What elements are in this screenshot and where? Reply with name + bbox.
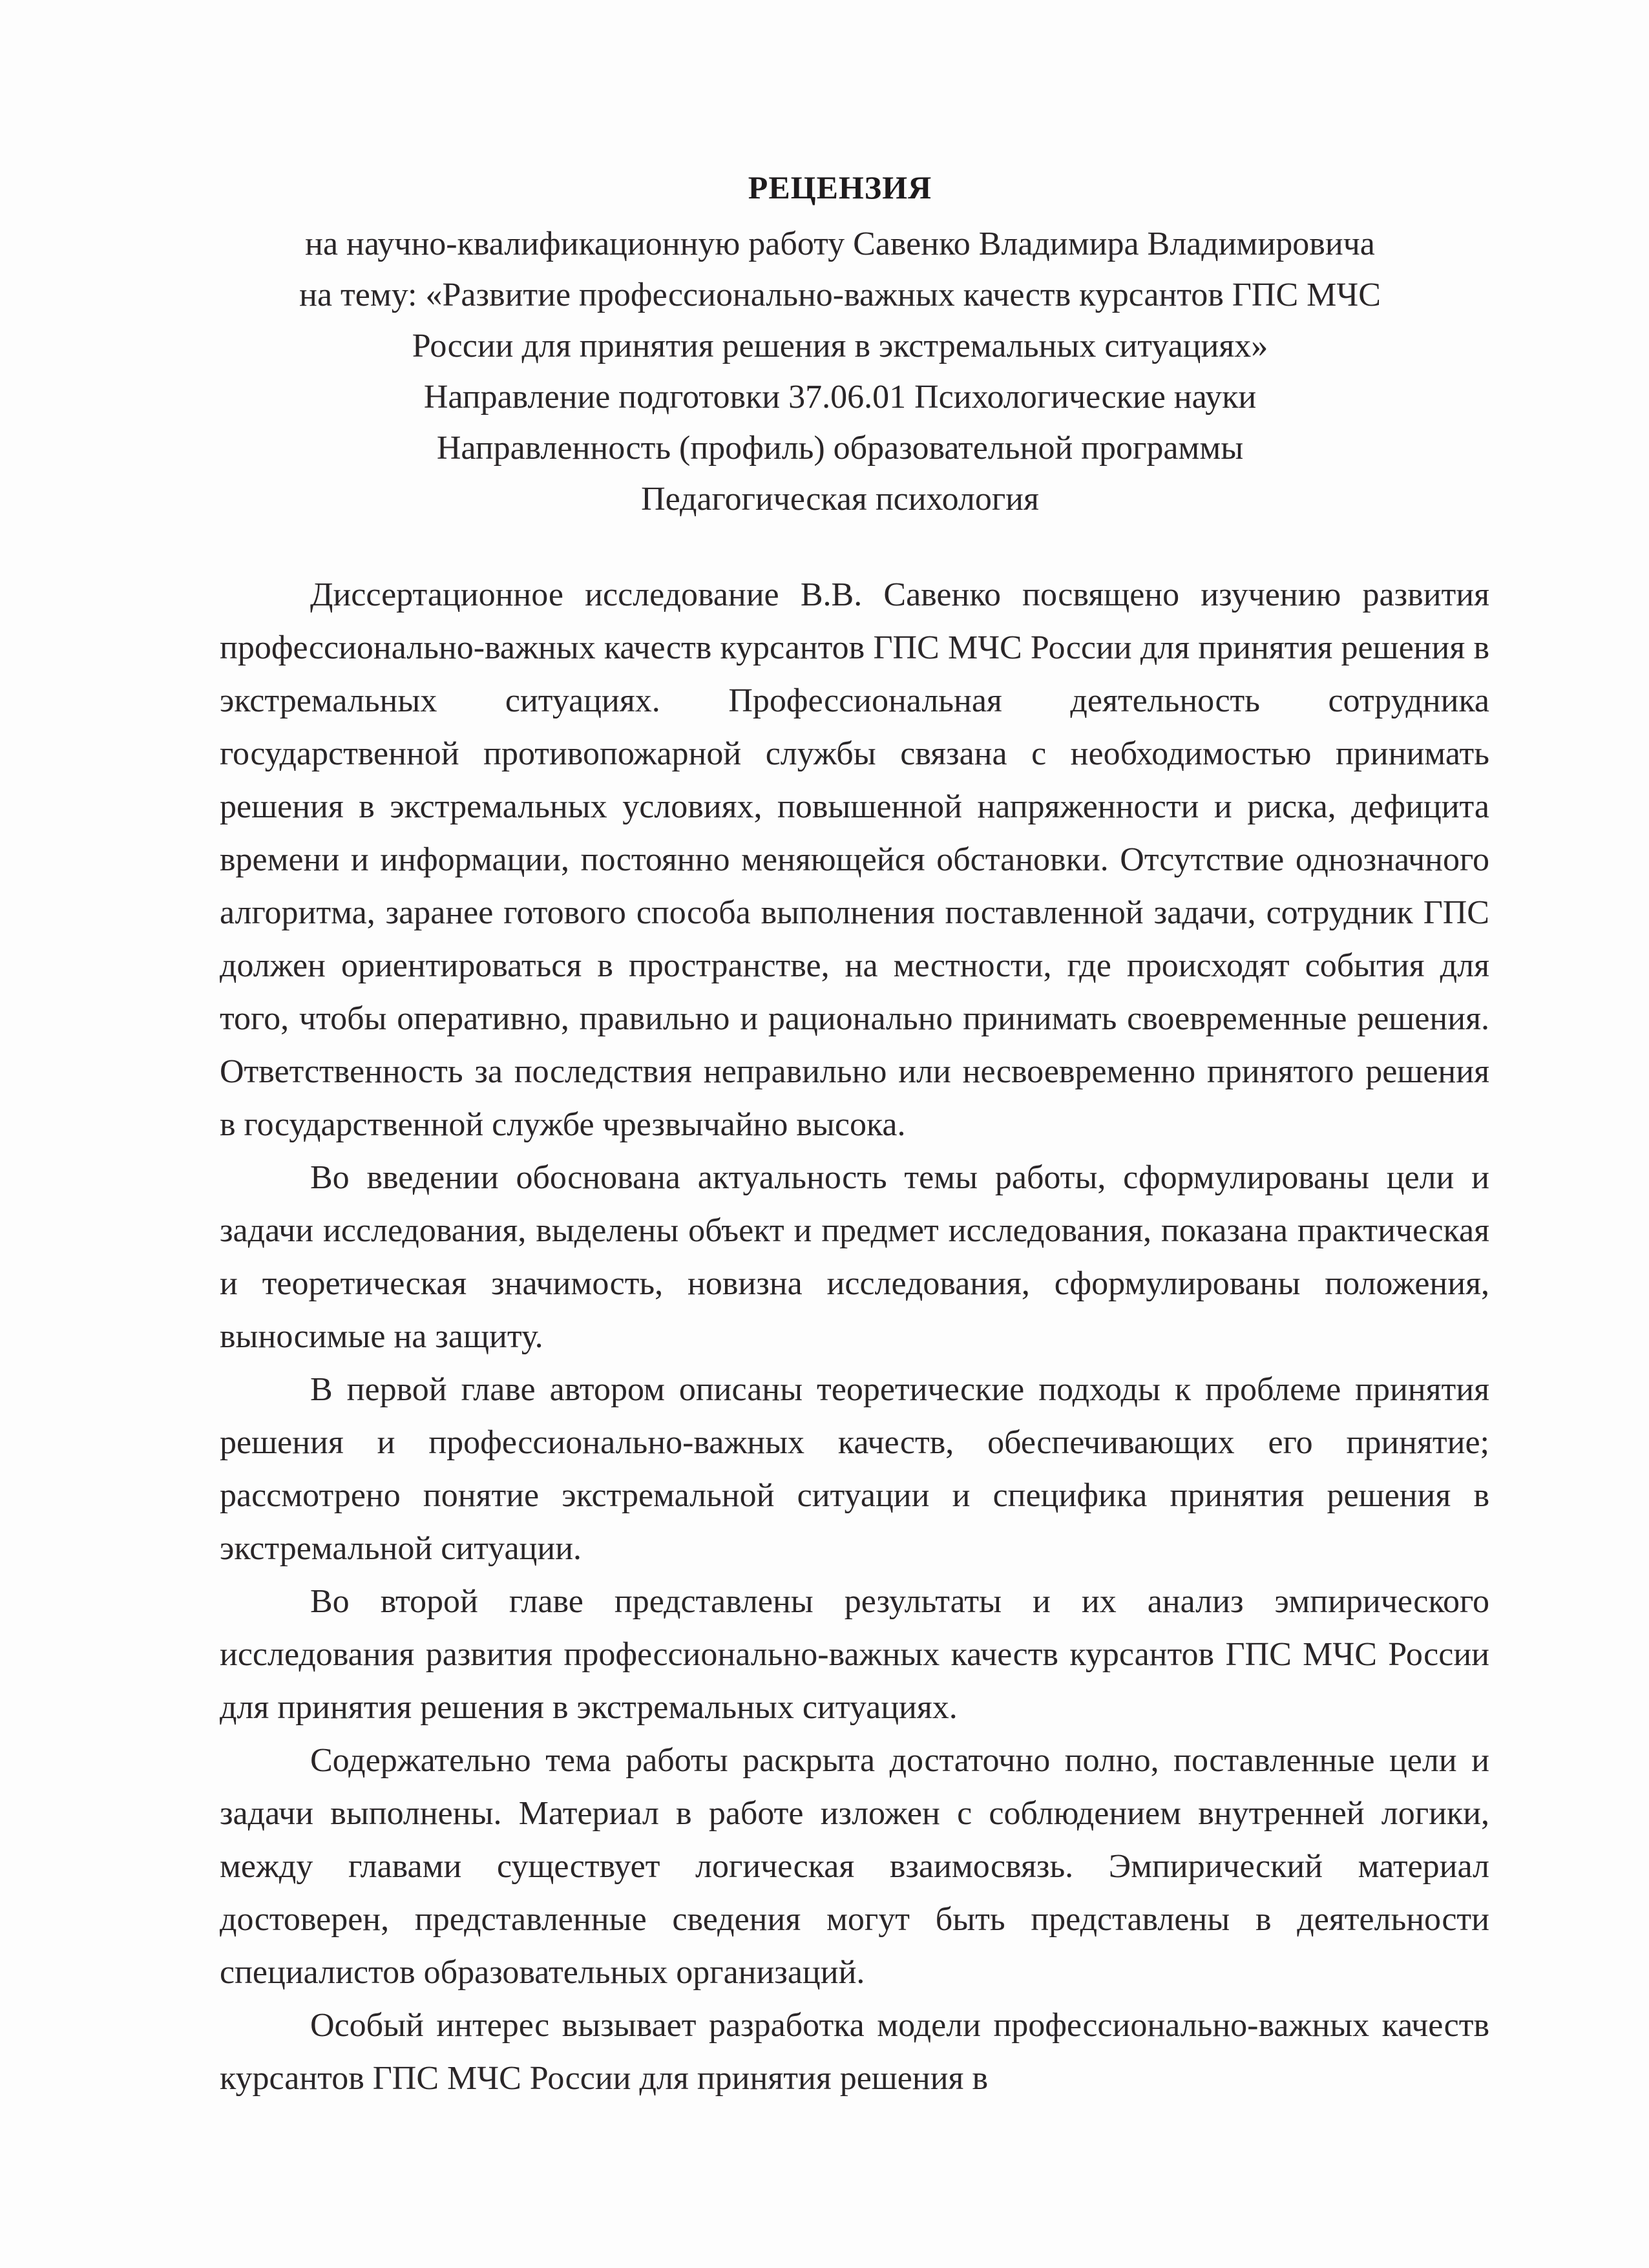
document-body [220,569,1489,2105]
paragraph-intro: Диссертационное исследование В.В. Савенко посвящено изучению развития профессионально-важных качеств курсантов ГПС МЧС России для принятия решения в экстремальных ситуациях. Профессиональная деятельность сотрудника государственной противопожарной службы связана с необходимостью принимать решения в экстремальных условиях, повышенной напряженности и риска, дефицита времени и информации, постоянно меняющейся обстановки. Отсутствие однозначного алгоритма, заранее готового способа выполнения поставленной задачи, сотрудник ГПС должен ориентироваться в пространстве, на местности, где происходят события для того, чтобы оперативно, правильно и рационально принимать своевременные решения. Ответственность за последствия неправильно или несвоевременно принятого решения в государственной службе чрезвычайно высока. [220,576,1489,1143]
paragraph-introduction-review: Во введении обоснована актуальность темы работы, сформулированы цели и задачи исследования, выделены объект и предмет исследования, показана практическая и теоретическая значимость, новизна исследования, сформулированы положения, выносимые на защиту. [220,1159,1489,1355]
paragraph-chapter-one: В первой главе автором описаны теоретические подходы к проблеме принятия решения и профессионально-важных качеств, обеспечивающих его принятие; рассмотрено понятие экстремальной ситуации и специфика принятия решения в экстремальной ситуации. [220,1371,1489,1567]
header-line-profile-label: Направленность (профиль) образовательной программы [436,430,1244,467]
header-line-work: на научно-квалификационную работу Савенко Владимира Владимировича [305,226,1375,262]
document-title: РЕЦЕНЗИЯ [748,169,932,205]
paragraph-model-interest: Особый интерес вызывает разработка модели профессионально-важных качеств курсантов ГПС МЧС России для принятия решения в [220,2007,1489,2097]
header-line-topic: на тему: «Развитие профессионально-важных качеств курсантов ГПС МЧС [299,277,1381,313]
paragraph-assessment: Содержательно тема работы раскрыта достаточно полно, поставленные цели и задачи выполнены. Материал в работе изложен с соблюдением внутренней логики, между главами существует логическая взаимосвязь. Эмпирический материал достоверен, представленные сведения могут быть представлены в деятельности специалистов образовательных организаций. [220,1742,1489,1991]
paragraph-chapter-two: Во второй главе представлены результаты и их анализ эмпирического исследования развития профессионально-важных качеств курсантов ГПС МЧС России для принятия решения в экстремальных ситуациях. [220,1583,1489,1726]
header-line-direction: Направление подготовки 37.06.01 Психологические науки [423,379,1257,415]
header-line-profile: Педагогическая психология [641,481,1039,518]
header-line-topic-cont: России для принятия решения в экстремальных ситуациях» [412,328,1268,364]
document-header [194,167,1486,525]
